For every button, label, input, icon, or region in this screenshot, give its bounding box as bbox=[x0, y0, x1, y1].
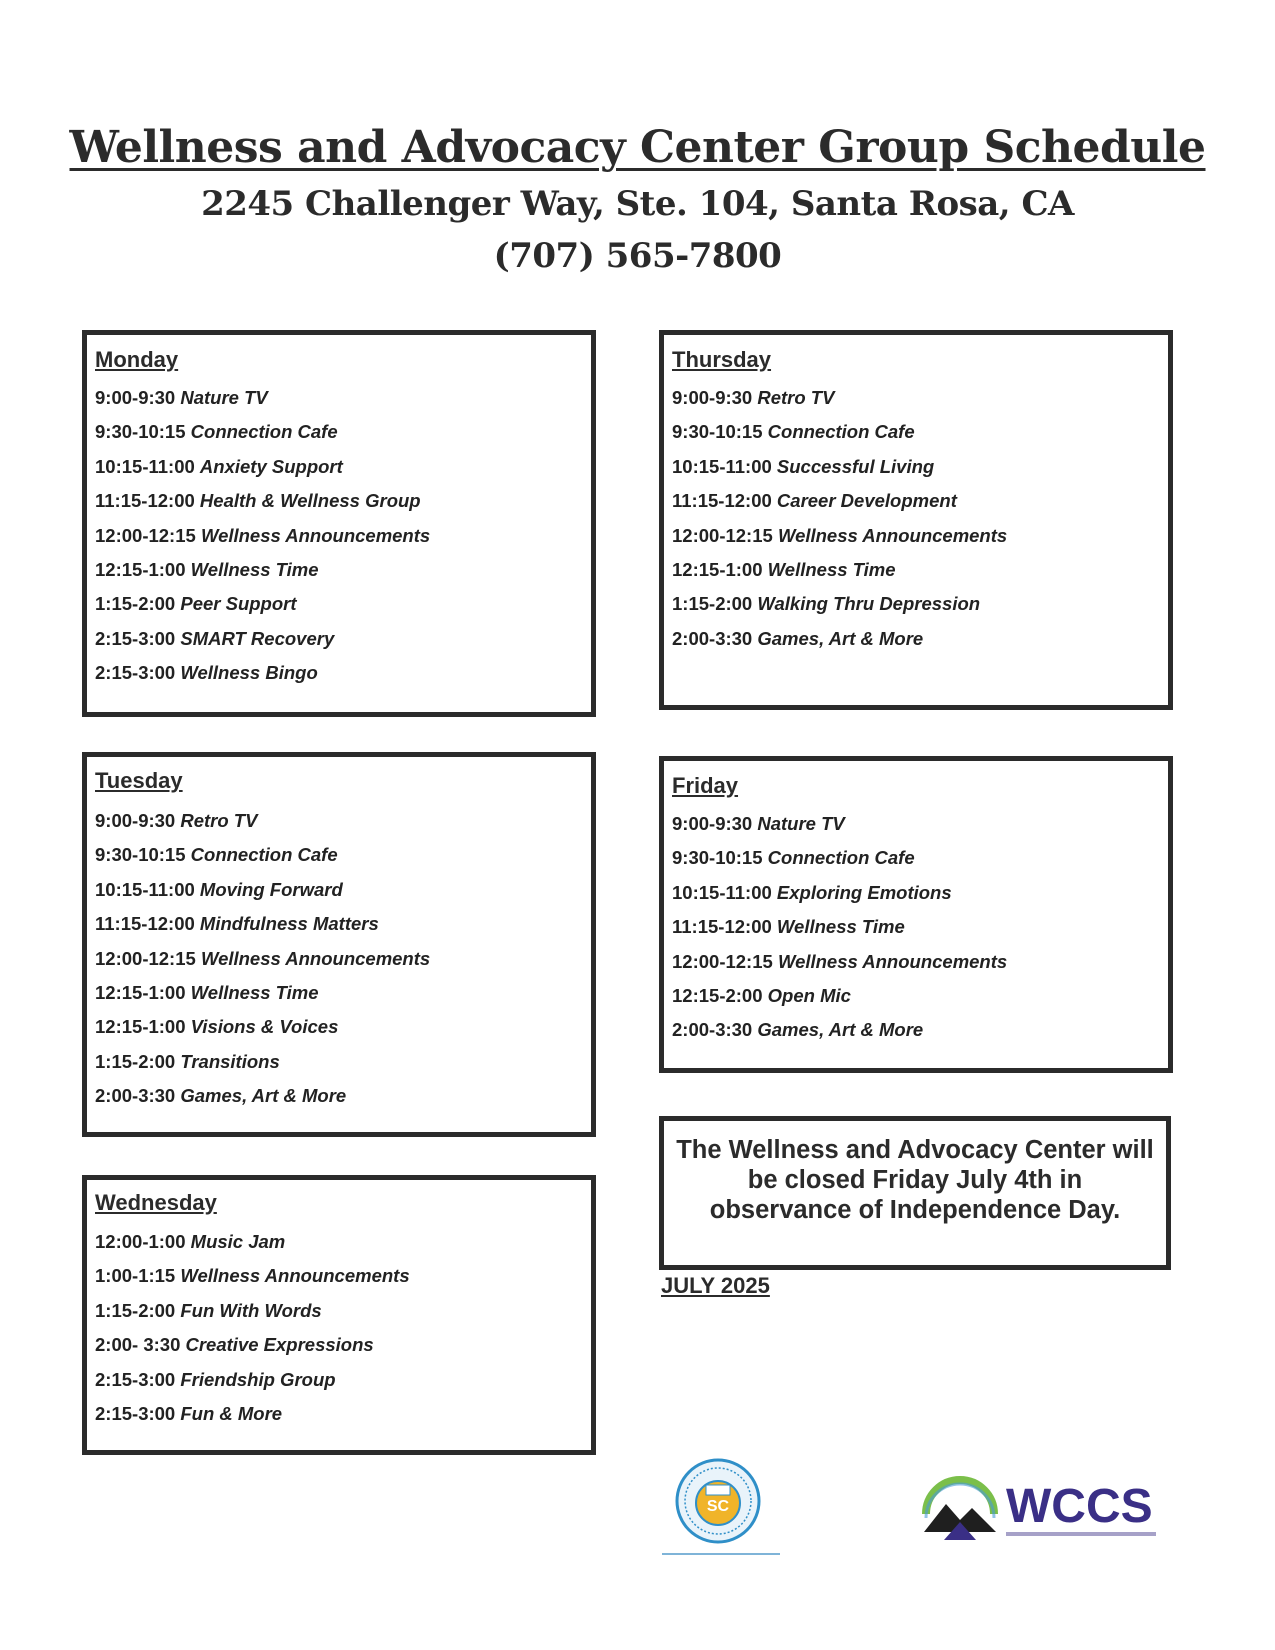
schedule-item-name: Peer Support bbox=[180, 593, 297, 615]
schedule-item-name: Successful Living bbox=[776, 455, 935, 477]
center-address: 2245 Challenger Way, Ste. 104, Santa Rosa, CA bbox=[201, 184, 1074, 224]
schedule-item-time: 10:15-11:00 bbox=[95, 878, 195, 900]
schedule-item-time: 2:15-3:00 bbox=[95, 1402, 176, 1424]
tuesday-schedule-list bbox=[95, 804, 430, 1114]
schedule-item-time: 1:15-2:00 bbox=[672, 593, 753, 615]
schedule-item bbox=[672, 415, 1007, 449]
schedule-item-time: 9:00-9:30 bbox=[95, 387, 176, 408]
day-title-tuesday: Tuesday bbox=[95, 768, 183, 793]
schedule-item-time: 2:00- 3:30 bbox=[95, 1334, 181, 1356]
schedule-item-name: Visions & Voices bbox=[190, 1016, 339, 1038]
schedule-item bbox=[95, 1259, 410, 1293]
schedule-item-time: 2:00-3:30 bbox=[672, 1019, 753, 1041]
schedule-item-name: SMART Recovery bbox=[180, 627, 335, 649]
friday-schedule-box bbox=[659, 756, 1173, 1073]
schedule-item bbox=[95, 1328, 410, 1362]
schedule-item-time: 1:15-2:00 bbox=[95, 1050, 176, 1072]
schedule-item-time: 2:15-3:00 bbox=[95, 1368, 176, 1390]
schedule-item-time: 12:15-1:00 bbox=[672, 558, 763, 580]
schedule-item-name: Career Development bbox=[776, 490, 957, 512]
schedule-month: JULY 2025 bbox=[661, 1273, 770, 1298]
wednesday-schedule-box bbox=[82, 1175, 596, 1455]
schedule-item bbox=[95, 622, 430, 656]
schedule-item-name: Friendship Group bbox=[180, 1368, 336, 1390]
schedule-item-name: Wellness Bingo bbox=[180, 662, 318, 684]
schedule-item-time: 9:00-9:30 bbox=[672, 387, 753, 408]
county-seal-icon bbox=[675, 1458, 761, 1544]
schedule-item bbox=[672, 945, 1007, 979]
schedule-item bbox=[672, 1013, 1007, 1047]
schedule-item-time: 9:30-10:15 bbox=[95, 844, 186, 866]
schedule-item-time: 9:30-10:15 bbox=[672, 421, 763, 443]
wccs-wordmark: WCCS bbox=[1006, 1480, 1153, 1533]
schedule-item bbox=[95, 838, 430, 872]
schedule-item bbox=[95, 519, 430, 553]
tuesday-schedule-box bbox=[82, 752, 596, 1137]
schedule-item-time: 12:00-12:15 bbox=[672, 950, 773, 972]
schedule-item-time: 9:00-9:30 bbox=[672, 813, 753, 834]
schedule-item-name: Anxiety Support bbox=[199, 455, 343, 477]
schedule-item-name: Fun With Words bbox=[180, 1299, 322, 1321]
thursday-schedule-list bbox=[672, 381, 1007, 656]
schedule-item bbox=[95, 1045, 430, 1079]
schedule-item-time: 12:00-12:15 bbox=[95, 524, 196, 546]
schedule-item-name: Games, Art & More bbox=[757, 627, 924, 649]
schedule-item-time: 12:15-2:00 bbox=[672, 984, 763, 1006]
schedule-item-name: Open Mic bbox=[767, 984, 851, 1006]
schedule-item bbox=[95, 942, 430, 976]
schedule-item bbox=[95, 381, 430, 415]
schedule-item-time: 11:15-12:00 bbox=[672, 916, 772, 938]
schedule-item-time: 12:15-1:00 bbox=[95, 981, 186, 1003]
seal-monogram: SC bbox=[706, 1498, 730, 1515]
schedule-item bbox=[672, 876, 1007, 910]
schedule-item-time: 12:00-12:15 bbox=[672, 524, 773, 546]
schedule-item-name: Music Jam bbox=[190, 1231, 286, 1252]
schedule-item-name: Retro TV bbox=[180, 810, 258, 831]
schedule-item-time: 2:00-3:30 bbox=[95, 1085, 176, 1107]
monday-schedule-list bbox=[95, 381, 430, 691]
schedule-item-time: 12:15-1:00 bbox=[95, 1016, 186, 1038]
thursday-schedule-box bbox=[659, 330, 1173, 710]
schedule-item-name: Transitions bbox=[180, 1050, 280, 1072]
schedule-item bbox=[95, 804, 430, 838]
schedule-item bbox=[95, 1397, 410, 1431]
schedule-item bbox=[95, 587, 430, 621]
schedule-item-time: 12:00-1:00 bbox=[95, 1231, 186, 1252]
schedule-item-time: 1:15-2:00 bbox=[95, 593, 176, 615]
schedule-item-name: Wellness Announcements bbox=[180, 1265, 410, 1287]
day-title-wednesday: Wednesday bbox=[95, 1190, 217, 1215]
schedule-item bbox=[95, 907, 430, 941]
schedule-item-name: Wellness Time bbox=[190, 558, 319, 580]
schedule-item bbox=[95, 1079, 430, 1113]
schedule-item bbox=[672, 450, 1007, 484]
schedule-item-name: Games, Art & More bbox=[180, 1085, 347, 1107]
day-title-monday: Monday bbox=[95, 347, 179, 372]
schedule-item-name: Wellness Announcements bbox=[200, 524, 431, 546]
schedule-item-name: Health & Wellness Group bbox=[199, 490, 421, 512]
schedule-item bbox=[95, 1010, 430, 1044]
friday-schedule-list bbox=[672, 807, 1007, 1048]
schedule-item-name: Wellness Time bbox=[190, 981, 319, 1003]
closure-notice-box bbox=[659, 1116, 1171, 1270]
schedule-item-name: Exploring Emotions bbox=[776, 881, 952, 903]
schedule-item-time: 2:15-3:00 bbox=[95, 627, 176, 649]
schedule-item bbox=[672, 807, 1007, 841]
schedule-item bbox=[672, 484, 1007, 518]
schedule-item-name: Wellness Announcements bbox=[777, 524, 1008, 546]
schedule-item-name: Games, Art & More bbox=[757, 1019, 924, 1041]
schedule-item-name: Wellness Announcements bbox=[777, 950, 1008, 972]
schedule-item-name: Moving Forward bbox=[199, 878, 343, 900]
schedule-item bbox=[672, 910, 1007, 944]
wccs-logo-icon bbox=[922, 1474, 1160, 1546]
schedule-item bbox=[95, 1294, 410, 1328]
schedule-item-time: 9:30-10:15 bbox=[95, 421, 186, 443]
schedule-item-name: Wellness Time bbox=[776, 916, 905, 938]
schedule-item-name: Retro TV bbox=[757, 387, 835, 408]
schedule-item bbox=[95, 976, 430, 1010]
day-title-thursday: Thursday bbox=[672, 347, 772, 372]
page-title: Wellness and Advocacy Center Group Schedule bbox=[69, 122, 1206, 173]
schedule-item bbox=[95, 484, 430, 518]
schedule-item bbox=[672, 841, 1007, 875]
schedule-item bbox=[95, 1363, 410, 1397]
schedule-item bbox=[672, 587, 1007, 621]
schedule-item-name: Creative Expressions bbox=[185, 1334, 374, 1356]
schedule-item bbox=[672, 979, 1007, 1013]
closure-notice-text: The Wellness and Advocacy Center will be closed Friday July 4th in observance of Independence Day. bbox=[676, 1136, 1154, 1224]
schedule-item-time: 2:00-3:30 bbox=[672, 627, 753, 649]
schedule-item bbox=[95, 1225, 410, 1259]
schedule-item-time: 1:15-2:00 bbox=[95, 1299, 176, 1321]
monday-schedule-box bbox=[82, 330, 596, 717]
schedule-item bbox=[95, 450, 430, 484]
schedule-item-name: Nature TV bbox=[180, 387, 268, 408]
schedule-item-time: 12:00-12:15 bbox=[95, 947, 196, 969]
schedule-item-time: 11:15-12:00 bbox=[95, 913, 195, 935]
day-title-friday: Friday bbox=[672, 773, 739, 798]
schedule-item-name: Connection Cafe bbox=[767, 847, 915, 869]
schedule-item bbox=[95, 415, 430, 449]
center-phone: (707) 565-7800 bbox=[493, 236, 782, 276]
schedule-item bbox=[95, 873, 430, 907]
schedule-item bbox=[672, 381, 1007, 415]
schedule-item-time: 2:15-3:00 bbox=[95, 662, 176, 684]
schedule-item-name: Nature TV bbox=[757, 813, 845, 834]
schedule-item-time: 1:00-1:15 bbox=[95, 1265, 176, 1287]
schedule-item-time: 10:15-11:00 bbox=[95, 455, 195, 477]
schedule-item-time: 12:15-1:00 bbox=[95, 558, 186, 580]
schedule-item-time: 11:15-12:00 bbox=[672, 490, 772, 512]
schedule-item-name: Connection Cafe bbox=[190, 844, 338, 866]
schedule-item-name: Walking Thru Depression bbox=[757, 593, 981, 615]
schedule-item-name: Mindfulness Matters bbox=[199, 913, 379, 935]
schedule-item-name: Wellness Announcements bbox=[200, 947, 431, 969]
seal-caption-icon bbox=[662, 1551, 780, 1557]
schedule-item-time: 9:00-9:30 bbox=[95, 810, 176, 831]
schedule-item-time: 10:15-11:00 bbox=[672, 455, 772, 477]
schedule-item bbox=[672, 519, 1007, 553]
schedule-item-name: Wellness Time bbox=[767, 558, 896, 580]
schedule-item bbox=[672, 622, 1007, 656]
schedule-item-time: 10:15-11:00 bbox=[672, 881, 772, 903]
schedule-item bbox=[672, 553, 1007, 587]
wednesday-schedule-list bbox=[95, 1225, 410, 1431]
schedule-item-time: 9:30-10:15 bbox=[672, 847, 763, 869]
schedule-item-time: 11:15-12:00 bbox=[95, 490, 195, 512]
schedule-item-name: Fun & More bbox=[180, 1402, 283, 1424]
schedule-item-name: Connection Cafe bbox=[767, 421, 915, 443]
schedule-item-name: Connection Cafe bbox=[190, 421, 338, 443]
schedule-item bbox=[95, 553, 430, 587]
schedule-item bbox=[95, 656, 430, 690]
